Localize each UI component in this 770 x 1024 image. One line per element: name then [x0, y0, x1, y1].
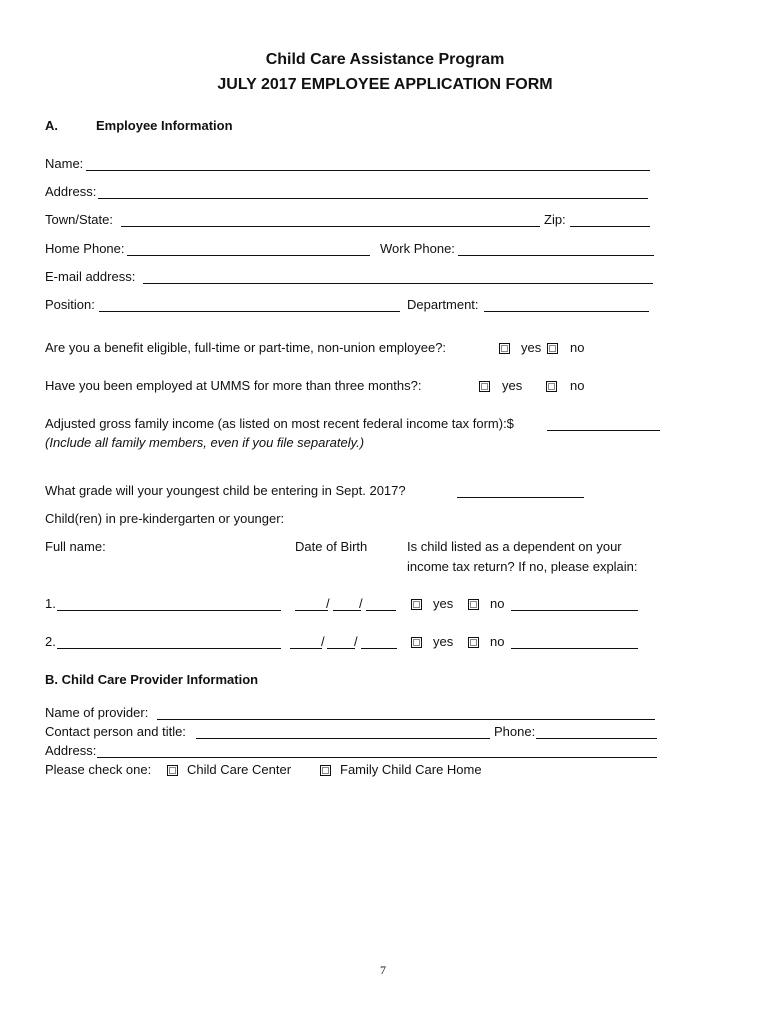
form-title: Child Care Assistance Program	[265, 51, 505, 68]
child-1-number: 1.	[45, 596, 56, 611]
child-2-dependent-yes-checkbox[interactable]	[411, 637, 422, 648]
provider-name-label: Name of provider:	[45, 705, 149, 720]
email-label: E-mail address:	[45, 269, 136, 284]
child-1-dob-day-field[interactable]	[333, 610, 361, 611]
income-field[interactable]	[547, 430, 660, 431]
child-1-dob-sep: /	[359, 596, 363, 611]
col-dependent-line1: Is child listed as a dependent on your	[407, 539, 622, 554]
zip-label: Zip:	[544, 212, 566, 227]
position-field[interactable]	[99, 311, 400, 312]
provider-address-label: Address:	[45, 743, 97, 758]
work-phone-label: Work Phone:	[380, 241, 455, 256]
work-phone-field[interactable]	[458, 255, 654, 256]
name-label: Name:	[45, 156, 84, 171]
address-label: Address:	[45, 184, 97, 199]
child-2-dob-sep: /	[354, 634, 358, 649]
child-2-dob-month-field[interactable]	[290, 648, 322, 649]
col-date-of-birth: Date of Birth	[295, 539, 368, 554]
youngest-grade-field[interactable]	[457, 497, 584, 498]
town-state-field[interactable]	[121, 226, 540, 227]
provider-address-field[interactable]	[97, 757, 657, 758]
child-1-dob-month-field[interactable]	[295, 610, 328, 611]
child-2-dob-sep: /	[321, 634, 325, 649]
page-number: 7	[380, 963, 386, 977]
family-child-care-home-label: Family Child Care Home	[340, 762, 482, 777]
zip-field[interactable]	[570, 226, 650, 227]
form-subtitle: JULY 2017 EMPLOYEE APPLICATION FORM	[217, 76, 553, 93]
home-phone-field[interactable]	[127, 255, 370, 256]
department-field[interactable]	[484, 311, 649, 312]
child-2-dob-day-field[interactable]	[327, 648, 355, 649]
employment-duration-yes-checkbox[interactable]	[479, 381, 490, 392]
youngest-grade-question: What grade will your youngest child be entering in Sept. 2017?	[45, 483, 406, 498]
town-state-label: Town/State:	[45, 212, 113, 227]
contact-person-field[interactable]	[196, 738, 490, 739]
child-2-yes-label: yes	[433, 634, 454, 649]
provider-type-label: Please check one:	[45, 762, 152, 777]
child-2-no-label: no	[490, 634, 505, 649]
home-phone-label: Home Phone:	[45, 241, 125, 256]
benefit-eligible-no-label: no	[570, 340, 585, 355]
section-a-heading: Employee Information	[96, 118, 233, 133]
address-field[interactable]	[98, 198, 648, 199]
child-1-dependent-yes-checkbox[interactable]	[411, 599, 422, 610]
name-field[interactable]	[86, 170, 650, 171]
child-1-yes-label: yes	[433, 596, 454, 611]
income-note: (Include all family members, even if you file separately.)	[45, 435, 365, 450]
child-2-dependent-no-checkbox[interactable]	[468, 637, 479, 648]
provider-phone-field[interactable]	[536, 738, 657, 739]
position-label: Position:	[45, 297, 95, 312]
child-care-center-checkbox[interactable]	[167, 765, 178, 776]
child-2-name-field[interactable]	[57, 648, 281, 649]
child-1-dob-sep: /	[326, 596, 330, 611]
email-field[interactable]	[143, 283, 653, 284]
child-1-explain-field[interactable]	[511, 610, 638, 611]
section-a-letter: A.	[45, 118, 58, 133]
provider-phone-label: Phone:	[494, 724, 536, 739]
child-1-dob-year-field[interactable]	[366, 610, 396, 611]
children-heading: Child(ren) in pre-kindergarten or younger:	[45, 511, 285, 526]
section-b-heading: B. Child Care Provider Information	[45, 672, 259, 687]
col-full-name: Full name:	[45, 539, 106, 554]
employment-duration-yes-label: yes	[502, 378, 523, 393]
contact-person-label: Contact person and title:	[45, 724, 186, 739]
child-2-dob-year-field[interactable]	[361, 648, 397, 649]
child-1-dependent-no-checkbox[interactable]	[468, 599, 479, 610]
benefit-eligible-question: Are you a benefit eligible, full-time or part-time, non-union employee?:	[45, 340, 447, 355]
benefit-eligible-yes-checkbox[interactable]	[499, 343, 510, 354]
child-1-name-field[interactable]	[57, 610, 281, 611]
provider-name-field[interactable]	[157, 719, 655, 720]
benefit-eligible-yes-label: yes	[521, 340, 542, 355]
employment-duration-no-label: no	[570, 378, 585, 393]
department-label: Department:	[407, 297, 479, 312]
family-child-care-home-checkbox[interactable]	[320, 765, 331, 776]
col-dependent-line2: income tax return? If no, please explain:	[407, 559, 638, 574]
employment-duration-no-checkbox[interactable]	[546, 381, 557, 392]
income-label: Adjusted gross family income (as listed on most recent federal income tax form):$	[45, 416, 514, 431]
child-care-center-label: Child Care Center	[187, 762, 292, 777]
employment-duration-question: Have you been employed at UMMS for more than three months?:	[45, 378, 422, 393]
child-2-explain-field[interactable]	[511, 648, 638, 649]
child-1-no-label: no	[490, 596, 505, 611]
child-2-number: 2.	[45, 634, 56, 649]
benefit-eligible-no-checkbox[interactable]	[547, 343, 558, 354]
